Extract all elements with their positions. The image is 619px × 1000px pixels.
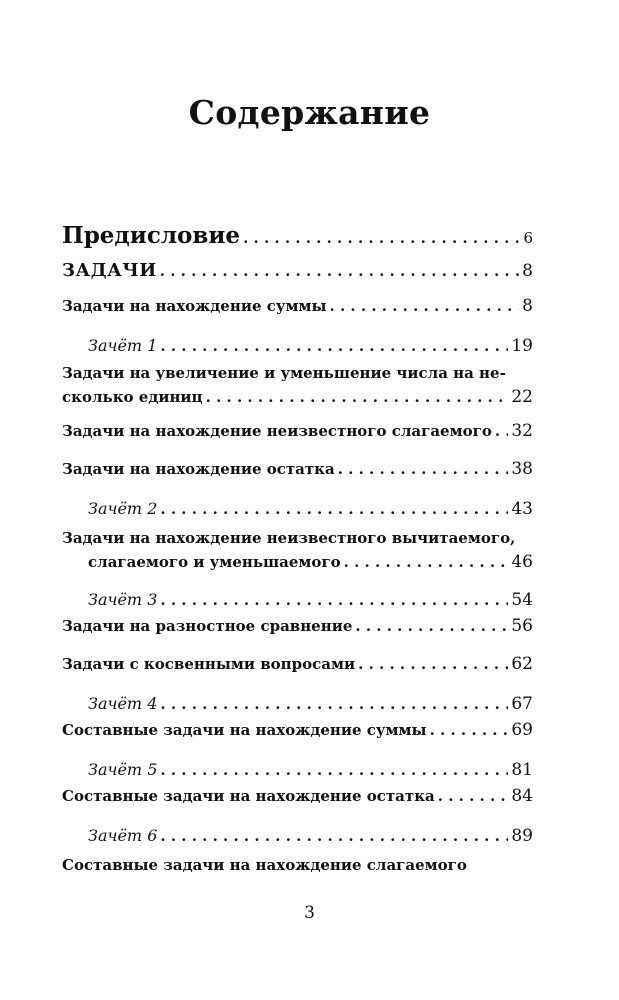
- leader-dots: [355, 617, 508, 636]
- leader-dots: [160, 761, 508, 780]
- leader-dots: [495, 422, 509, 441]
- leader-dots: [330, 297, 520, 316]
- leader-dots: [160, 337, 508, 356]
- toc-entry: [62, 499, 533, 525]
- toc-entry-title: слагаемого и уменьшаемого: [88, 552, 341, 571]
- toc-entry: [62, 296, 533, 332]
- leader-dots: [160, 827, 508, 846]
- toc-entry-title: сколько единиц: [62, 387, 203, 406]
- leader-dots: [160, 262, 519, 281]
- toc-entry-page: 84: [511, 785, 533, 806]
- toc-entry-page: 38: [511, 458, 533, 479]
- toc-entry-page: 19: [511, 336, 533, 356]
- toc-entry-page: 89: [511, 825, 533, 846]
- toc-entry: [62, 590, 533, 616]
- toc-entry: [62, 387, 533, 413]
- toc-entry-page: 54: [511, 589, 533, 610]
- toc-entry: [62, 260, 533, 296]
- toc-entry-title-line: Задачи на нахождение неизвестного вычитаемого,: [62, 528, 516, 547]
- toc-entry: [62, 654, 533, 688]
- toc-entry: [62, 616, 533, 650]
- toc-entry-multiline: [62, 364, 533, 413]
- leader-dots: [344, 553, 509, 572]
- toc-entry-page: 56: [511, 615, 533, 636]
- toc-entry-page: 62: [511, 653, 533, 674]
- toc-entry-title: Предисловие: [62, 222, 241, 249]
- toc-entry: [62, 336, 533, 360]
- leader-dots: [160, 695, 508, 714]
- toc-entry-multiline: [62, 529, 533, 578]
- toc-entry-title: Задачи на нахождение остатка: [62, 459, 335, 478]
- leader-dots: [206, 388, 509, 407]
- toc-entry-title: Задачи с косвенными вопросами: [62, 654, 356, 673]
- toc-entry-title: Составные задачи на нахождение суммы: [62, 720, 427, 739]
- leader-dots: [243, 229, 520, 248]
- toc-entry-title: Задачи на нахождение суммы: [62, 297, 327, 315]
- toc-entry: [62, 694, 533, 720]
- page-number: 3: [304, 903, 315, 923]
- toc-entry-title: Зачёт 2: [88, 498, 158, 518]
- toc-entry-page: 43: [511, 498, 533, 519]
- leader-dots: [438, 787, 509, 806]
- toc-entry-page: 46: [511, 551, 533, 572]
- toc-entry-title: ЗАДАЧИ: [62, 260, 157, 281]
- leader-dots: [430, 721, 509, 740]
- toc-entry: [62, 786, 533, 820]
- toc-entry: [62, 826, 533, 852]
- toc-entry-page: 67: [511, 693, 533, 714]
- toc-entry-title: Составные задачи на нахождение остатка: [62, 786, 435, 805]
- toc-entry-page: 81: [511, 759, 533, 780]
- toc-entry-page: 6: [523, 229, 533, 247]
- toc-entry: [62, 222, 533, 252]
- toc-entry: [62, 552, 533, 578]
- page-title: Содержание: [188, 93, 431, 132]
- table-of-contents: [62, 222, 533, 874]
- toc-entry-title: Задачи на нахождение неизвестного слагаемого: [62, 421, 492, 440]
- leader-dots: [338, 460, 509, 479]
- toc-entry-page: 22: [511, 386, 533, 407]
- toc-entry-page: 32: [511, 420, 533, 441]
- toc-entry: [62, 421, 533, 455]
- toc-entry: [62, 720, 533, 754]
- toc-entry-page: 69: [511, 719, 533, 740]
- toc-entry-title: Составные задачи на нахождение слагаемого: [62, 855, 467, 874]
- leader-dots: [160, 591, 508, 610]
- toc-entry-title: Зачёт 1: [88, 336, 158, 355]
- toc-entry-page: 8: [522, 261, 533, 281]
- toc-entry: [62, 760, 533, 786]
- leader-dots: [358, 655, 508, 674]
- toc-entry-title: Зачёт 6: [88, 825, 158, 845]
- toc-entry-title: Задачи на разностное сравнение: [62, 616, 353, 635]
- toc-entry-title-line: Задачи на увеличение и уменьшение числа на не-: [62, 364, 506, 382]
- toc-entry-page: 8: [522, 296, 533, 316]
- toc-entry-title: Зачёт 3: [88, 589, 158, 609]
- toc-entry-title: Зачёт 4: [88, 693, 158, 713]
- toc-entry: [62, 459, 533, 493]
- leader-dots: [160, 500, 508, 519]
- toc-entry-title: Зачёт 5: [88, 759, 158, 779]
